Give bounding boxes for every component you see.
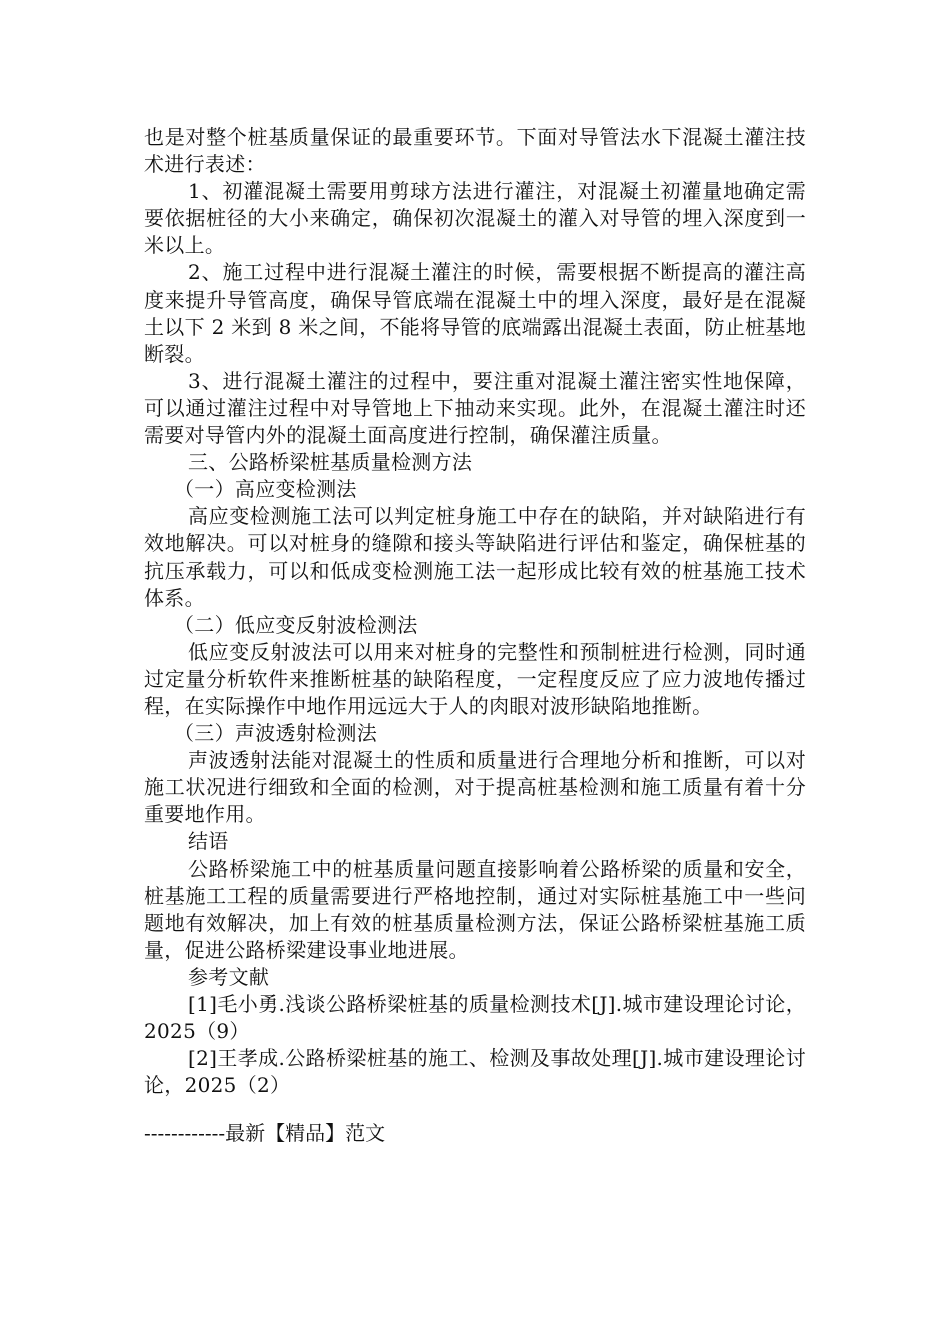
paragraph-intro-continuation: 也是对整个桩基质量保证的最重要环节。下面对导管法水下混凝土灌注技术进行表述：	[144, 125, 806, 177]
paragraph-sonic-transmission: 声波透射法能对混凝土的性质和质量进行合理地分析和推断，可以对施工状况进行细致和全面的检测，对于提高桩基检测和施工质量有着十分重要地作用。	[144, 748, 806, 827]
paragraph-conclusion: 公路桥梁施工中的桩基质量问题直接影响着公路桥梁的质量和安全，桩基施工工程的质量需要进行严格地控制，通过对实际桩基施工中一些问题地有效解决，加上有效的桩基质量检测方法，保证公路桥梁桩基施工质量，促进公路桥梁建设事业地进展。	[144, 856, 806, 962]
subheading-high-strain: （一）高应变检测法	[174, 477, 357, 502]
heading-references: 参考文献	[188, 964, 270, 989]
paragraph-high-strain: 高应变检测施工法可以判定桩身施工中存在的缺陷，并对缺陷进行有效地解决。可以对桩身的缝隙和接头等缺陷进行评估和鉴定，确保桩基的抗压承载力，可以和低成变检测施工法一起形成比较有效的桩基施工技术体系。	[144, 504, 806, 610]
paragraph-step-1: 1、初灌混凝土需要用剪球方法进行灌注，对混凝土初灌量地确定需要依据桩径的大小来确定，确保初次混凝土的灌入对导管的埋入深度到一米以上。	[144, 179, 806, 258]
reference-item-1: [1]毛小勇.浅谈公路桥梁桩基的质量检测技术[J].城市建设理论讨论，2025（9）	[144, 992, 806, 1044]
paragraph-step-3: 3、进行混凝土灌注的过程中，要注重对混凝土灌注密实性地保障，可以通过灌注过程中对导管地上下抽动来实现。此外，在混凝土灌注时还需要对导管内外的混凝土面高度进行控制，确保灌注质量。	[144, 368, 806, 448]
reference-item-2: [2]王孝成.公路桥梁桩基的施工、检测及事故处理[J].城市建设理论讨论，2025（2）	[144, 1046, 806, 1098]
subheading-low-strain: （二）低应变反射波检测法	[174, 612, 418, 637]
document-body	[144, 124, 806, 1099]
section-heading-inspection-methods: 三、公路桥梁桩基质量检测方法	[188, 450, 473, 475]
subheading-sonic-transmission: （三）声波透射检测法	[174, 721, 377, 746]
page-footer: ------------最新【精品】范文	[144, 1121, 386, 1145]
paragraph-low-strain: 低应变反射波法可以用来对桩身的完整性和预制桩进行检测，同时通过定量分析软件来推断桩基的缺陷程度，一定程度反应了应力波地传播过程，在实际操作中地作用远远大于人的肉眼对波形缺陷地推断。	[144, 639, 806, 718]
heading-conclusion: 结语	[188, 829, 229, 854]
paragraph-step-2: 2、施工过程中进行混凝土灌注的时候，需要根据不断提高的灌注高度来提升导管高度，确保导管底端在混凝土中的埋入深度，最好是在混凝土以下 2 米到 8 米之间，不能将导管的底端露出混凝土表面，防止桩基地断裂。	[144, 260, 806, 366]
